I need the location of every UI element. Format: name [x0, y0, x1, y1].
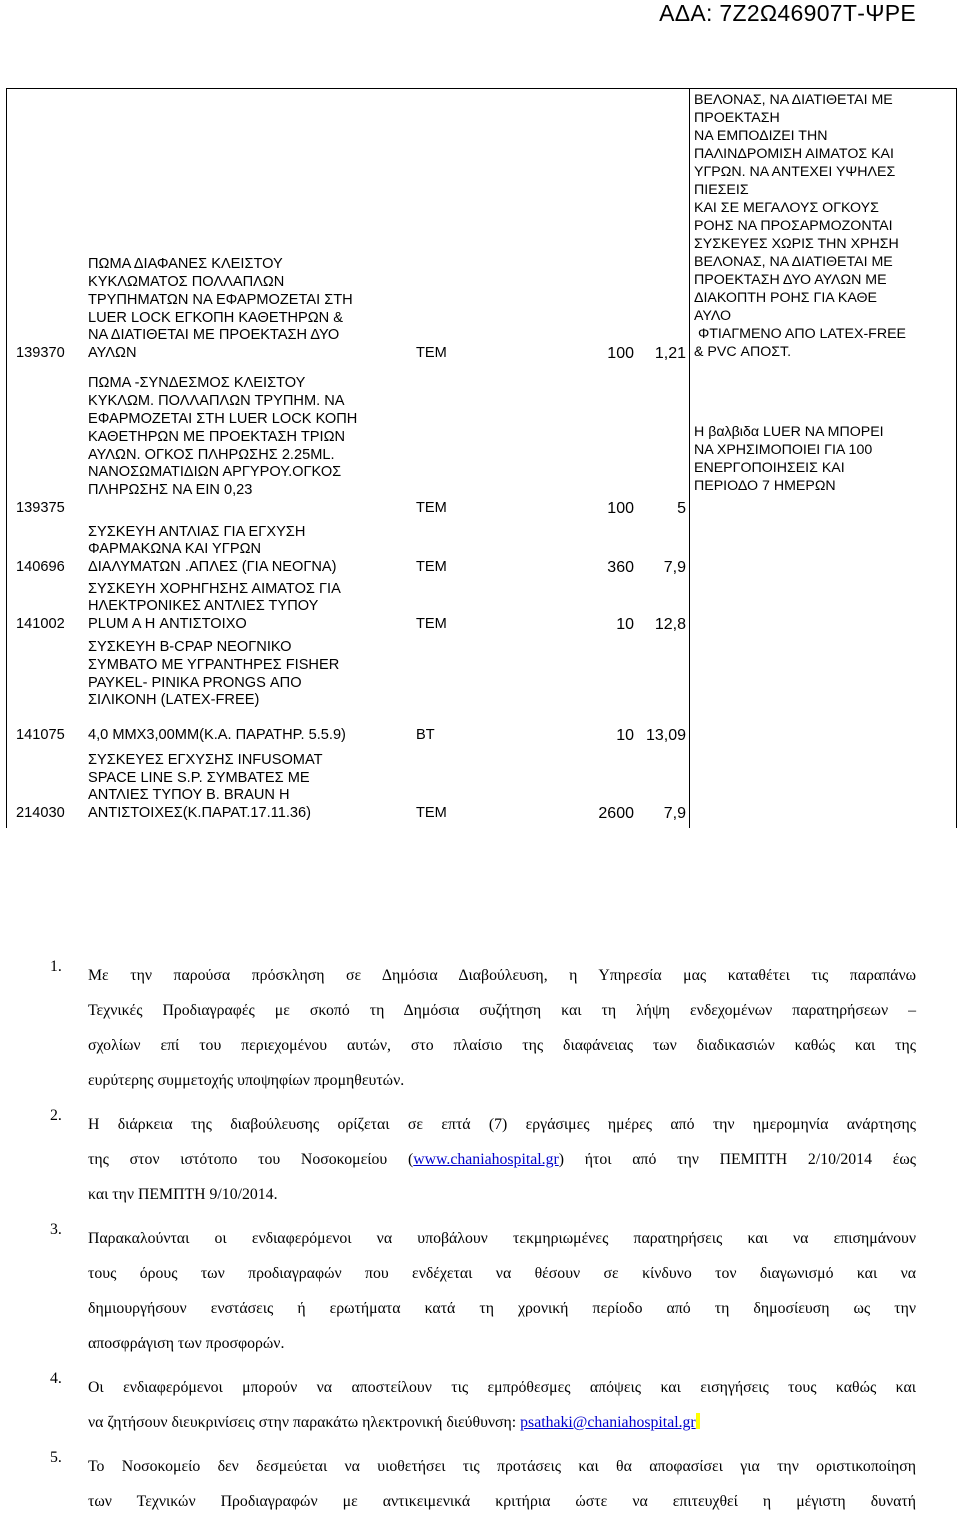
- item-quantity: 360: [607, 559, 634, 577]
- paragraph-5: 5. Το Νοσοκομείο δεν δεσμεύεται να υιοθετήσει τις προτάσεις και θα αποφασίσει για την οριστικοποίηση των Τεχνικών Προδιαγραφών με αντικειμενικά κριτήρια ώστε να επιτευχθεί η μέγιστη δυνατή: [50, 1449, 916, 1510]
- item-unit: ΤΕΜ: [416, 345, 447, 362]
- item-description: ΣΥΣΚΕΥΗ ΑΝΤΛΙΑΣ ΓΙΑ ΕΓΧΥΣΗ ΦΑΡΜΑΚΩΝΑ ΚΑΙ ΥΓΡΩΝ ΔΙΑΛΥΜΑΤΩΝ .ΑΠΛΕΣ (ΓΙΑ ΝΕΟΓΝΑ): [88, 523, 337, 576]
- table-border-top: [6, 88, 957, 89]
- paragraph-number: 4.: [50, 1370, 62, 1387]
- item-unit: ΤΕΜ: [416, 616, 447, 633]
- notes-block: ΒΕΛΟΝΑΣ, ΝΑ ΔΙΑΤΙΘΕΤΑΙ ΜΕ ΠΡΟΕΚΤΑΣΗ ΝΑ ΕΜΠΟΔΙΖΕΙ ΤΗΝ ΠΑΛΙΝΔΡΟΜΙΣΗ ΑΙΜΑΤΟΣ ΚΑΙ ΥΓΡΩΝ. ΝΑ ΑΝΤΕΧΕΙ ΥΨΗΛΕΣ ΠΙΕΣΕΙΣ ΚΑΙ ΣΕ ΜΕΓΑΛΟΥΣ ΟΓΚΟΥΣ ΡΟΗΣ ΝΑ ΠΡΟΣΑΡΜΟΖΟΝΤΑΙ ΣΥΣΚΕΥΕΣ ΧΩΡΙΣ ΤΗΝ ΧΡΗΣΗ ΒΕΛΟΝΑΣ, ΝΑ ΔΙΑΤΙΘΕΤΑΙ ΜΕ ΠΡΟΕΚΤΑΣΗ ΔΥΟ ΑΥΛΩΝ ΜΕ ΔΙΑΚΟΠΤΗ ΡΟΗΣ ΓΙΑ ΚΑΘΕ ΑΥΛΟ ΦΤΙΑΓΜΕΝΟ ΑΠΟ LATEX-FREE & PVC ΑΠΟΣΤ.: [694, 92, 907, 360]
- specification-table: [0, 88, 960, 828]
- item-description: ΣΥΣΚΕΥΕΣ ΕΓΧΥΣΗΣ INFUSOMAT SPACE LINE S.P. ΣΥΜΒΑΤΕΣ ΜΕ ΑΝΤΛΙΕΣ ΤΥΠΟΥ B. BRAUN Η ΑΝΤΙΣΤΟΙΧΕΣ(Κ.ΠΑΡΑΤ.17.11.36): [88, 751, 323, 822]
- text-cursor-highlight: [696, 1413, 700, 1429]
- item-description: ΠΩΜΑ ΔΙΑΦΑΝΕΣ ΚΛΕΙΣΤΟΥ ΚΥΚΛΩΜΑΤΟΣ ΠΟΛΛΑΠΛΩΝ ΤΡΥΠΗΜΑΤΩΝ ΝΑ ΕΦΑΡΜΟΖΕΤΑΙ ΣΤΗ LUER LOCK ΕΓΚΟΠΗ ΚΑΘΕΤΗΡΩΝ & ΝΑ ΔΙΑΤΙΘΕΤΑΙ ΜΕ ΠΡΟΕΚΤΑΣΗ ΔΥΟ ΑΥΛΩΝ: [88, 256, 353, 362]
- item-price: 1,21: [654, 345, 686, 363]
- paragraph-number: 3.: [50, 1221, 62, 1238]
- table-row: [0, 521, 960, 577]
- item-unit: ΒΤ: [416, 727, 435, 744]
- item-quantity: 100: [607, 500, 634, 518]
- item-code: 140696: [16, 559, 65, 576]
- item-description: ΠΩΜΑ -ΣΥΝΔΕΣΜΟΣ ΚΛΕΙΣΤΟΥ ΚΥΚΛΩΜ. ΠΟΛΛΑΠΛΩΝ ΤΡΥΠΗΜ. ΝΑ ΕΦΑΡΜΟΖΕΤΑΙ ΣΤΗ LUER LOCK ΚΟΠΗ ΚΑΘΕΤΗΡΩΝ ΜΕ ΠΡΟΕΚΤΑΣΗ ΤΡΙΩΝ ΑΥΛΩΝ. ΟΓΚΟΣ ΠΛΗΡΩΣΗΣ 2.25ML. ΝΑΝΟΣΩΜΑΤΙΔΙΩΝ ΑΡΓΥΡΟΥ.ΟΓΚΟΣ ΠΛΗΡΩΣΗΣ ΝΑ ΕΙΝ 0,23: [88, 375, 358, 499]
- paragraph-number: 5.: [50, 1449, 62, 1466]
- paragraph-4: 4. Οι ενδιαφερόμενοι μπορούν να αποστείλουν τις εμπρόθεσμες απόψεις και εισηγήσεις τους καθώς και να ζητήσουν διευκρινίσεις στην παρακάτω ηλεκτρονική διεύθυνση: psathaki@chaniahospital.gr: [50, 1370, 916, 1431]
- paragraph-1: 1. Με την παρούσα πρόσκληση σε Δημόσια Διαβούλευση, η Υπηρεσία μας καταθέτει τις παραπάνω Τεχνικές Προδιαγραφές με σκοπό τη Δημόσια συζήτηση και τη λήψη ενδεχομένων παρατηρήσεων – σχολίων επί του περιεχομένου αυτών, στο πλαίσιο της διαφάνειας των διαδικασιών καθώς και της ευρύτερης συμμετοχής υποψηφίων προμηθευτών.: [50, 958, 916, 1089]
- paragraph-number: 1.: [50, 958, 62, 975]
- item-price: 12,8: [654, 616, 686, 634]
- table-row: [0, 635, 960, 745]
- table-row: [0, 578, 960, 634]
- item-quantity: 10: [616, 616, 634, 634]
- item-unit: ΤΕΜ: [416, 559, 447, 576]
- item-quantity: 10: [616, 727, 634, 745]
- item-quantity: 2600: [598, 805, 634, 823]
- notes-block: Η βαλβιδα LUER ΝΑ ΜΠΟΡΕΙ ΝΑ ΧΡΗΣΙΜΟΠΟΙΕΙ ΓΙΑ 100 ΕΝΕΡΓΟΠΟΙΗΣΕΙΣ ΚΑΙ ΠΕΡΙΟΔΟ 7 ΗΜΕΡΩΝ: [694, 424, 884, 494]
- item-price: 7,9: [663, 559, 686, 577]
- hospital-website-link[interactable]: www.chaniahospital.gr: [413, 1151, 559, 1168]
- item-code: 139375: [16, 500, 65, 517]
- item-unit: ΤΕΜ: [416, 805, 447, 822]
- contact-email-link[interactable]: psathaki@chaniahospital.gr: [520, 1414, 696, 1431]
- item-price: 13,09: [645, 727, 686, 745]
- item-price: 5: [677, 500, 686, 518]
- item-code: 141002: [16, 616, 65, 633]
- document-ada-code: ΑΔΑ: 7Ζ2Ω46907Τ-ΨΡΕ: [659, 0, 916, 26]
- paragraph-2: 2. Η διάρκεια της διαβούλευσης ορίζεται σε επτά (7) εργάσιμες ημέρες από την ημερομηνία ανάρτησης της στον ιστότοπο του Νοσοκομείου (www.chaniahospital.gr) ήτοι από την ΠΕΜΠΤΗ 2/10/2014 έως και την ΠΕΜΠΤΗ 9/10/2014.: [50, 1107, 917, 1203]
- item-price: 7,9: [663, 805, 686, 823]
- item-code: 141075: [16, 727, 65, 744]
- item-description: ΣΥΣΚΕΥΗ ΧΟΡΗΓΗΣΗΣ ΑΙΜΑΤΟΣ ΓΙΑ ΗΛΕΚΤΡΟΝΙΚΕΣ ΑΝΤΛΙΕΣ ΤΥΠΟΥ PLUM A H ΑΝΤΙΣΤΟΙΧΟ: [88, 580, 341, 633]
- item-code: 139370: [16, 345, 65, 362]
- paragraph-number: 2.: [50, 1107, 62, 1124]
- table-row: [0, 747, 960, 823]
- item-description: ΣΥΣΚΕΥΗ B-CPAP ΝΕΟΓΝΙΚΟ ΣΥΜΒΑΤΟ ΜΕ ΥΓΡΑΝΤΗΡΕΣ FISHER PAYKEL- PINIKA PRONGS ΑΠΟ ΣΙΛΙΚΟΝΗ (LATEX-FREE) 4,0 ΜΜΧ3,00ΜΜ(Κ.Α. ΠΑΡΑΤΗΡ. 5.5.9): [88, 639, 346, 744]
- item-quantity: 100: [607, 345, 634, 363]
- item-code: 214030: [16, 805, 65, 822]
- consultation-notes: [50, 958, 916, 1528]
- paragraph-3: 3. Παρακαλούνται οι ενδιαφερόμενοι να υποβάλουν τεκμηριωμένες παρατηρήσεις και να επισημάνουν τους όρους των προδιαγραφών που ενδέχεται να θέσουν σε κίνδυνο τον διαγωνισμό και να δημιουργήσουν ενστάσεις ή ερωτήματα κατά τη χρονική περίοδο από τη δημοσίευση ως την αποσφράγιση των προσφορών.: [50, 1221, 916, 1352]
- item-unit: ΤΕΜ: [416, 500, 447, 517]
